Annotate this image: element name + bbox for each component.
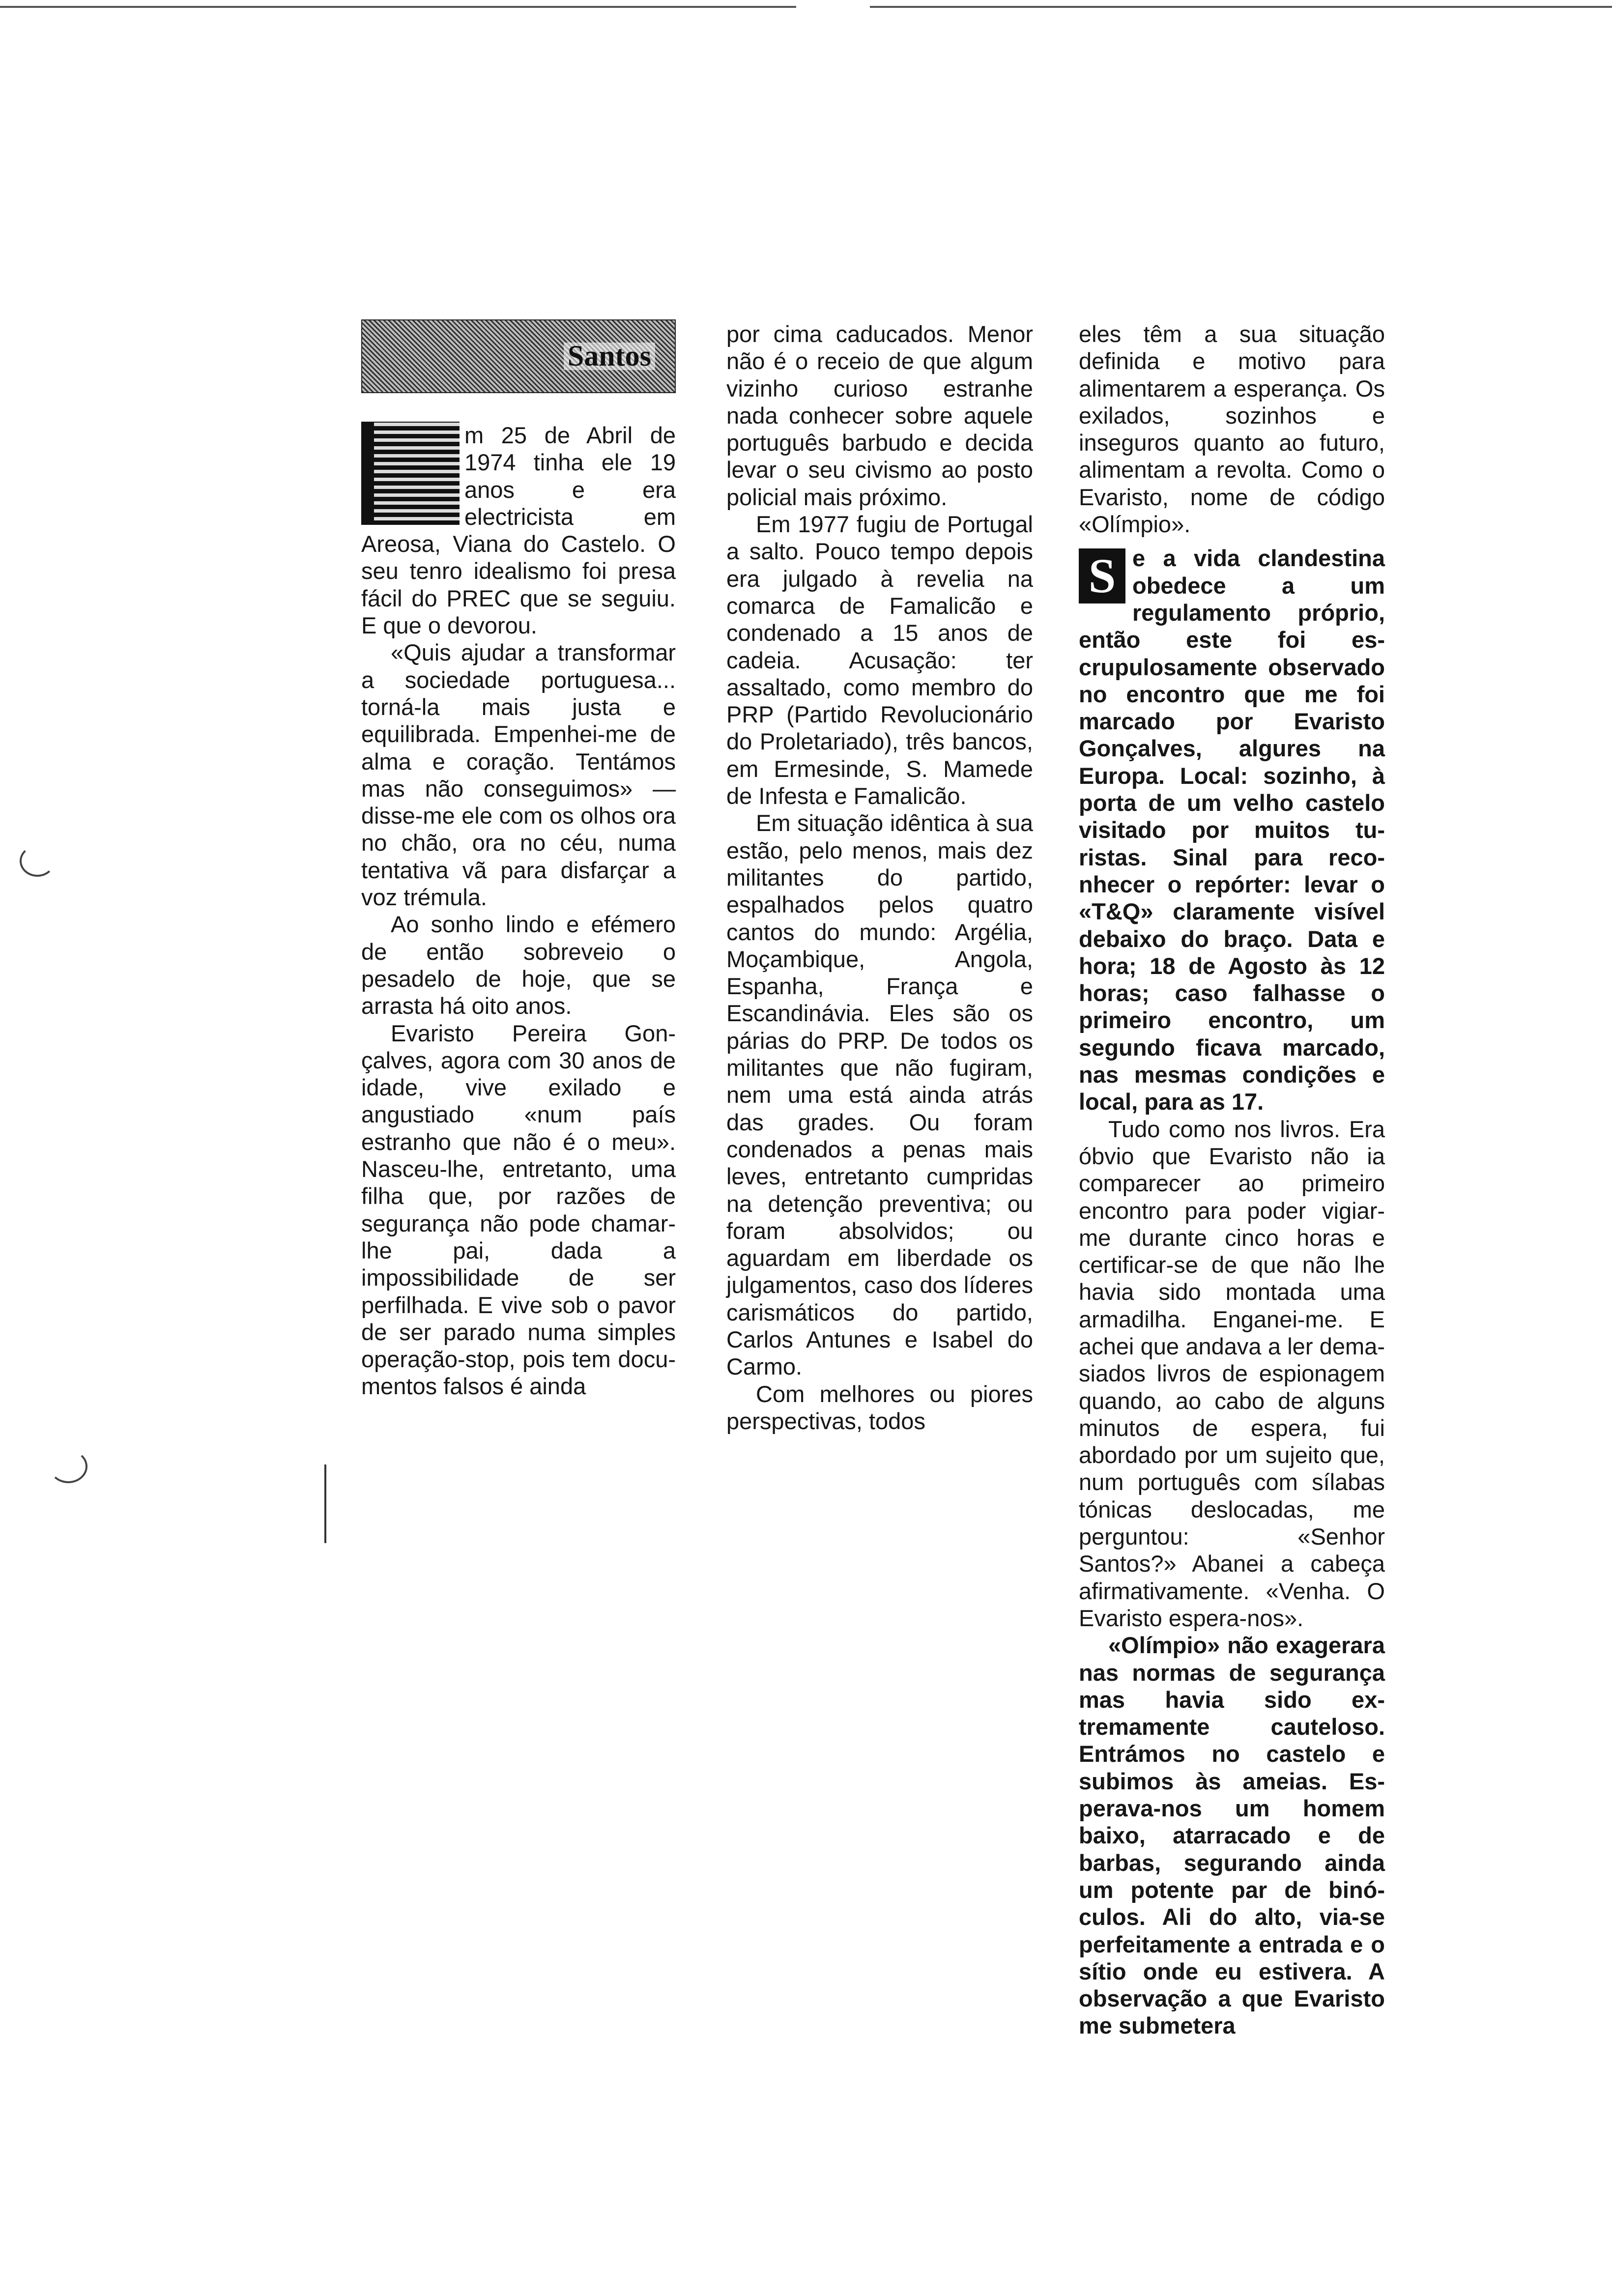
paragraph: Em 1977 fugiu de Portugal a salto. Pouco tempo depois era julgado à revelia na comarca de Famalicão e condenado a 15 anos de cadeia. Acusação: ter assaltado, como membro do PRP (Partido Revolucionário do Proletariado), três bancos, em Ermesinde, S. Mamede de Infesta e Famalicão.	[726, 511, 1033, 809]
opening-text: m 25 de Abril de 1974 tinha ele 19 anos e era electricista em Areosa, Viana do Castelo. O seu tenro idealismo foi presa fácil do PREC que se seguiu. E que o devorou.	[361, 422, 676, 639]
byline-author: Santos	[564, 343, 655, 370]
paragraph: por cima caducados. Menor não é o receio de que algum vizinho curioso estranhe nada conhecer sobre aquele português barbudo e decida levar o seu civismo ao posto policial mais próximo.	[726, 321, 1033, 510]
paragraph: Evaristo Pereira Gonçalves, agora com 30 anos de idade, vive exilado e angustiado «num país estranho que não é o meu». Nasceu-lhe, entretanto, uma filha que, por razões de segurança não pode chamar-lhe pai, dada a impossibilidade de ser perfilhada. E vive sob o pavor de ser parado numa simples operação-stop, pois tem documentos falsos é ainda	[361, 1020, 676, 1400]
article-column-2	[726, 320, 1033, 1435]
paragraph: «Quis ajudar a transformar a sociedade portuguesa... torná-la mais justa e equilibrada. Empenhei-me de alma e coração. Tentámos mas não conseguimos» — disse-me ele com os olhos ora no chão, ora no céu, numa tentativa vã para disfarçar a voz trémula.	[361, 639, 676, 911]
margin-pen-line	[324, 1464, 326, 1543]
article-column-1	[361, 319, 676, 1400]
section-paragraph	[1079, 545, 1385, 1115]
section-text: e a vida clandestina obedece a um regulamento próprio, então este foi escrupulosamente observado no encontro que me foi marcado por Evaristo Gonçalves, algures na Europa. Local: sozinho, à porta de um velho castelo visitado por muitos turistas. Sinal para reconhecer o repórter: levar o «T&Q» claramente visível debaixo do braço. Data e hora; 18 de Agosto às 12 horas; caso falhasse o primeiro encontro, um segundo ficava marcado, nas mesmas condições e local, para as 17.	[1079, 545, 1385, 1115]
paragraph: eles têm a sua situação definida e motivo para alimentarem a esperança. Os exilados, sozinhos e inseguros quanto ao futuro, alimentam a revolta. Como o Evaristo, nome de código «Olímpio».	[1079, 321, 1385, 538]
pen-mark-arc	[20, 845, 55, 877]
article-column-3	[1079, 320, 1385, 2039]
byline-banner	[361, 319, 676, 393]
paragraph	[361, 422, 676, 639]
paragraph: Com melhores ou piores perspectivas, todos	[726, 1380, 1033, 1434]
paragraph: Tudo como nos livros. Era óbvio que Evaristo não ia comparecer ao primeiro encontro para poder vigiar-me durante cinco horas e certificar-se de que não lhe havia sido montada uma armadilha. Enganei-me. E achei que andava a ler demasiados livros de espionagem quando, ao cabo de alguns minutos de espera, fui abordado por um sujeito que, num português com sílabas tónicas deslocadas, me perguntou: «Senhor Santos?» Abanei a cabeça afirmativamente. «Venha. O Evaristo espera-nos».	[1079, 1116, 1385, 1631]
drop-cap-e	[361, 422, 460, 525]
drop-cap-s: S	[1079, 548, 1125, 603]
top-scan-rule-left	[0, 6, 796, 8]
paragraph: Em situação idêntica à sua estão, pelo menos, mais dez militantes do partido, espalhados pelos quatro cantos do mundo: Argélia, Moçambique, Angola, Espanha, França e Escandinávia. Eles são os párias do PRP. De todos os militantes que não fugiram, nem uma está ainda atrás das grades. Ou foram condenados a penas mais leves, entretanto cumpridas na detenção preventiva; ou foram absolvidos; ou aguardam em liberdade os julgamentos, caso dos líderes carismáticos do partido, Carlos Antunes e Isabel do Carmo.	[726, 810, 1033, 1380]
top-scan-rule-right	[870, 6, 1612, 8]
pen-mark-arc	[49, 1450, 87, 1483]
paragraph: Ao sonho lindo e efémero de então sobreveio o pesadelo de hoje, que se arrasta há oito anos.	[361, 911, 676, 1019]
paragraph: «Olímpio» não exagerara nas normas de segurança mas havia sido extremamente cauteloso. Entrámos no castelo e subimos às ameias. Esperava-nos um homem baixo, atarracado e de barbas, segurando ainda um potente par de binóculos. Ali do alto, via-se perfeitamente a entrada e o sítio onde eu estivera. A observação a que Evaristo me submetera	[1079, 1632, 1385, 2039]
